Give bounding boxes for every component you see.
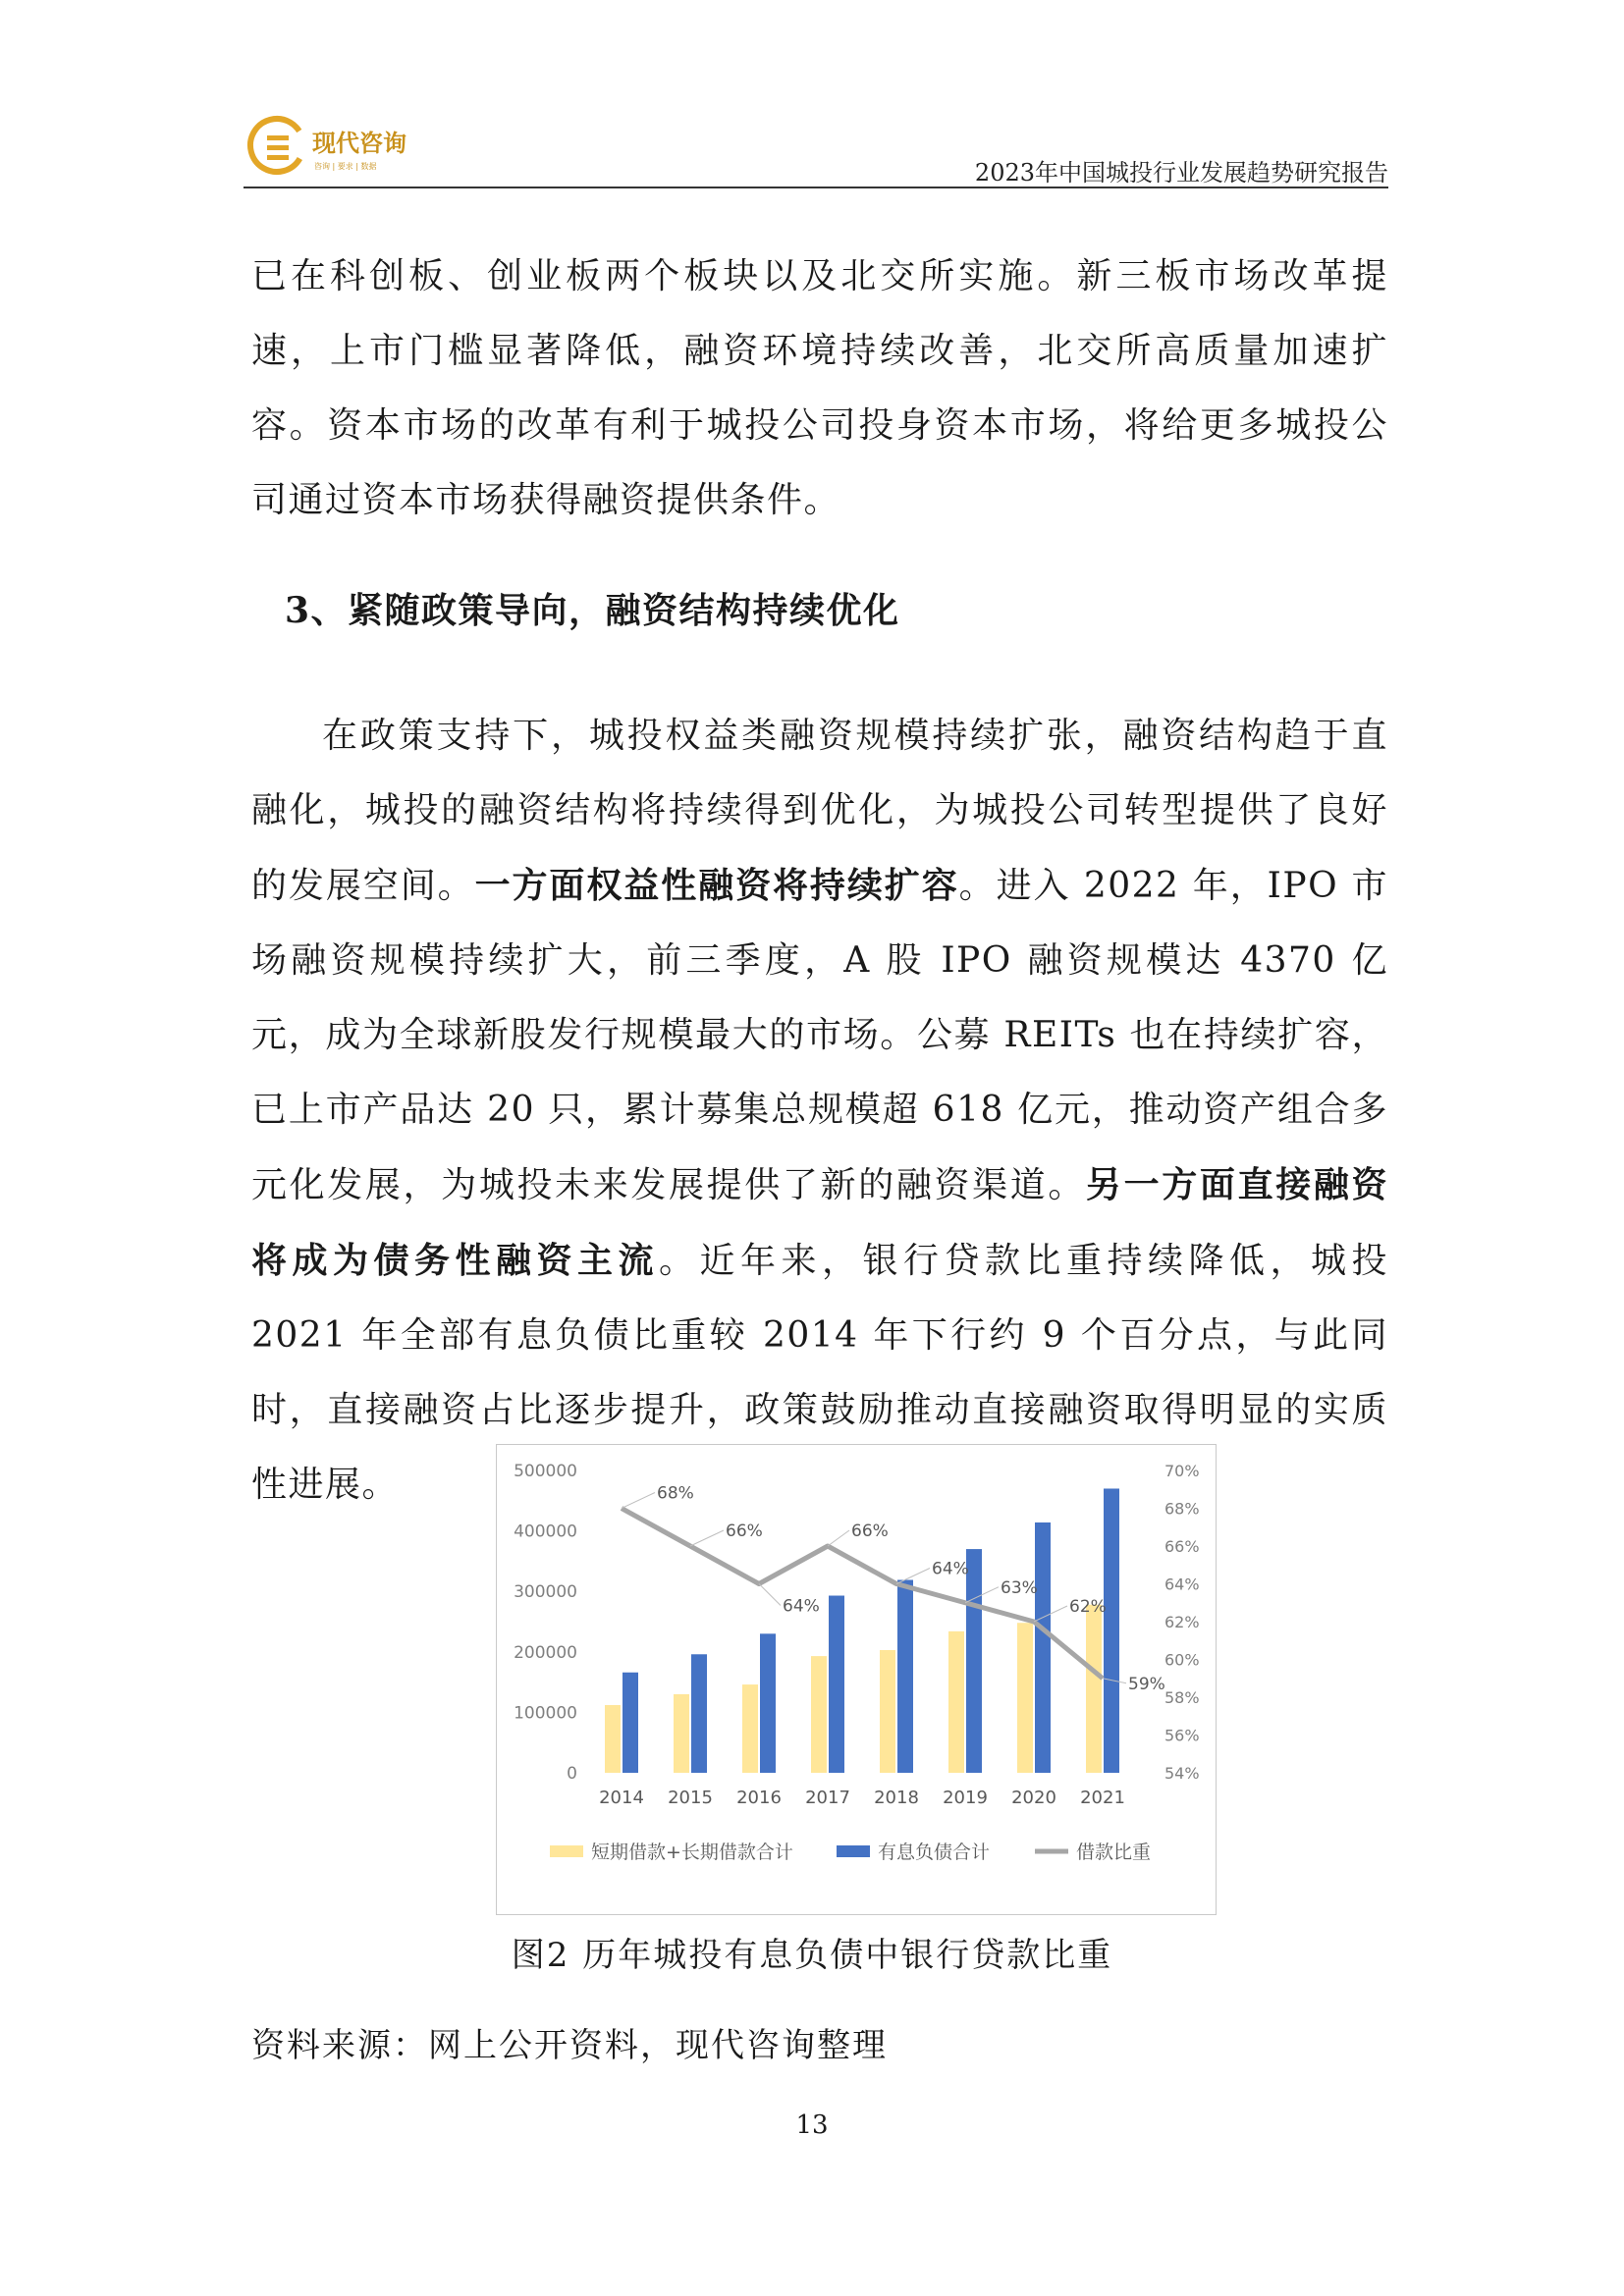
bar-total-debt — [1104, 1488, 1119, 1773]
bar-total-debt — [1035, 1522, 1051, 1773]
ratio-data-label: 63% — [1001, 1577, 1038, 1598]
ratio-data-label: 64% — [783, 1596, 820, 1617]
header-divider — [244, 187, 1388, 188]
loan-ratio-chart — [496, 1444, 1217, 1915]
paragraph-2-bold-2: 另一方面直接融资将成为债务性融资主流 — [251, 1164, 1388, 1281]
ratio-data-label: 59% — [1128, 1674, 1165, 1694]
bar-bank-loans — [674, 1694, 689, 1773]
legend-total-debt-label: 有息负债合计 — [878, 1842, 991, 1863]
section-heading: 3、紧随政策导向，融资结构持续优化 — [285, 590, 900, 631]
y-left-tick-label: 400000 — [514, 1522, 577, 1542]
legend-bank-loans-swatch — [550, 1845, 583, 1857]
x-tick-label: 2015 — [668, 1788, 713, 1808]
paragraph-2-bold-1: 一方面权益性融资将持续扩容 — [474, 865, 959, 906]
bar-total-debt — [691, 1654, 707, 1773]
y-right-tick-label: 68% — [1164, 1499, 1200, 1519]
ratio-data-label: 66% — [726, 1522, 763, 1541]
data-source: 资料来源：网上公开资料，现代咨询整理 — [251, 2026, 888, 2065]
y-left-tick-label: 500000 — [514, 1462, 577, 1481]
page-number: 13 — [795, 2110, 829, 2140]
data-label-leader — [759, 1584, 781, 1606]
y-left-tick-label: 0 — [567, 1764, 577, 1784]
y-right-tick-label: 66% — [1164, 1537, 1200, 1556]
bar-bank-loans — [605, 1705, 621, 1773]
paragraph-1: 已在科创板、创业板两个板块以及北交所实施。新三板市场改革提速，上市门槛显著降低，融资环境持续改善，北交所高质量加速扩容。资本市场的改革有利于城投公司投身资本市场，将给更多城投公司通过资本市场获得融资提供条件。 — [251, 256, 1388, 520]
x-tick-label: 2019 — [943, 1788, 988, 1808]
legend-total-debt-swatch — [837, 1845, 870, 1857]
legend-ratio-label: 借款比重 — [1076, 1842, 1152, 1863]
y-right-tick-label: 56% — [1164, 1726, 1200, 1745]
x-tick-label: 2017 — [805, 1788, 850, 1808]
logo-subtext: 咨询 | 要求 | 数据 — [314, 162, 377, 171]
x-tick-label: 2018 — [874, 1788, 919, 1808]
bar-bank-loans — [742, 1684, 758, 1773]
bar-bank-loans — [1017, 1623, 1033, 1773]
bar-total-debt — [623, 1673, 638, 1773]
bar-total-debt — [760, 1633, 776, 1773]
bar-total-debt — [966, 1549, 982, 1773]
paragraph-2 — [251, 699, 1388, 1522]
ratio-data-label: 68% — [657, 1483, 694, 1504]
paragraph-2-text-c: 。进入 2022 年，IPO 市场融资规模持续扩大，前三季度，A 股 IPO 融资规模达 4370 亿元，成为全球新股发行规模最大的市场。公募 REITs 也在持续扩容，已上市产品达 20 只，累计募集总规模超 618 亿元，推动资产组合多元化发展，为城投未来发展提供了新的融资渠道。 — [251, 866, 1388, 1205]
bar-bank-loans — [948, 1631, 964, 1773]
y-left-tick-label: 200000 — [514, 1642, 577, 1663]
bar-total-debt — [897, 1579, 913, 1773]
y-right-tick-label: 70% — [1164, 1462, 1200, 1480]
logo-text: 现代咨询 — [312, 130, 406, 157]
y-right-tick-label: 62% — [1164, 1613, 1200, 1631]
y-right-tick-label: 60% — [1164, 1650, 1200, 1670]
data-label-leader — [622, 1493, 655, 1509]
bar-bank-loans — [811, 1656, 827, 1773]
ratio-data-label: 64% — [932, 1559, 969, 1579]
report-title: 2023年中国城投行业发展趋势研究报告 — [974, 159, 1388, 187]
paragraph-2-text-a: 在政策支持下，城投权益类融资规模持续扩张，融资结构趋于直融化，城投的融资结构将持续得到优化，为城投公司转型提供了良好的发展空间。 — [251, 716, 1388, 906]
x-tick-label: 2021 — [1080, 1788, 1125, 1808]
paragraph-2-text-e: 。近年来，银行贷款比重持续降低，城投 2021 年全部有息负债比重较 2014 年下行约 9 个百分点，与此同时，直接融资占比逐步提升，政策鼓励推动直接融资取得明显的实质性进展。 — [251, 1241, 1388, 1505]
bar-bank-loans — [1086, 1605, 1102, 1773]
page-header — [244, 106, 1388, 188]
bar-bank-loans — [880, 1650, 895, 1773]
x-tick-label: 2020 — [1011, 1788, 1056, 1808]
data-label-leader — [690, 1530, 724, 1546]
chart-svg — [497, 1445, 1216, 1914]
data-label-leader — [828, 1530, 849, 1546]
x-tick-label: 2016 — [736, 1788, 782, 1808]
legend-bank-loans-label: 短期借款+长期借款合计 — [591, 1842, 793, 1863]
company-logo — [244, 106, 430, 188]
y-left-tick-label: 100000 — [514, 1703, 577, 1724]
y-left-tick-label: 300000 — [514, 1582, 577, 1603]
y-right-tick-label: 58% — [1164, 1688, 1200, 1707]
x-tick-label: 2014 — [599, 1788, 644, 1808]
y-right-tick-label: 64% — [1164, 1575, 1200, 1594]
ratio-data-label: 66% — [851, 1522, 889, 1541]
bar-total-debt — [829, 1596, 844, 1773]
ratio-data-label: 62% — [1069, 1597, 1107, 1617]
figure-caption: 图2 历年城投有息负债中银行贷款比重 — [511, 1936, 1113, 1975]
y-right-tick-label: 54% — [1164, 1764, 1200, 1783]
